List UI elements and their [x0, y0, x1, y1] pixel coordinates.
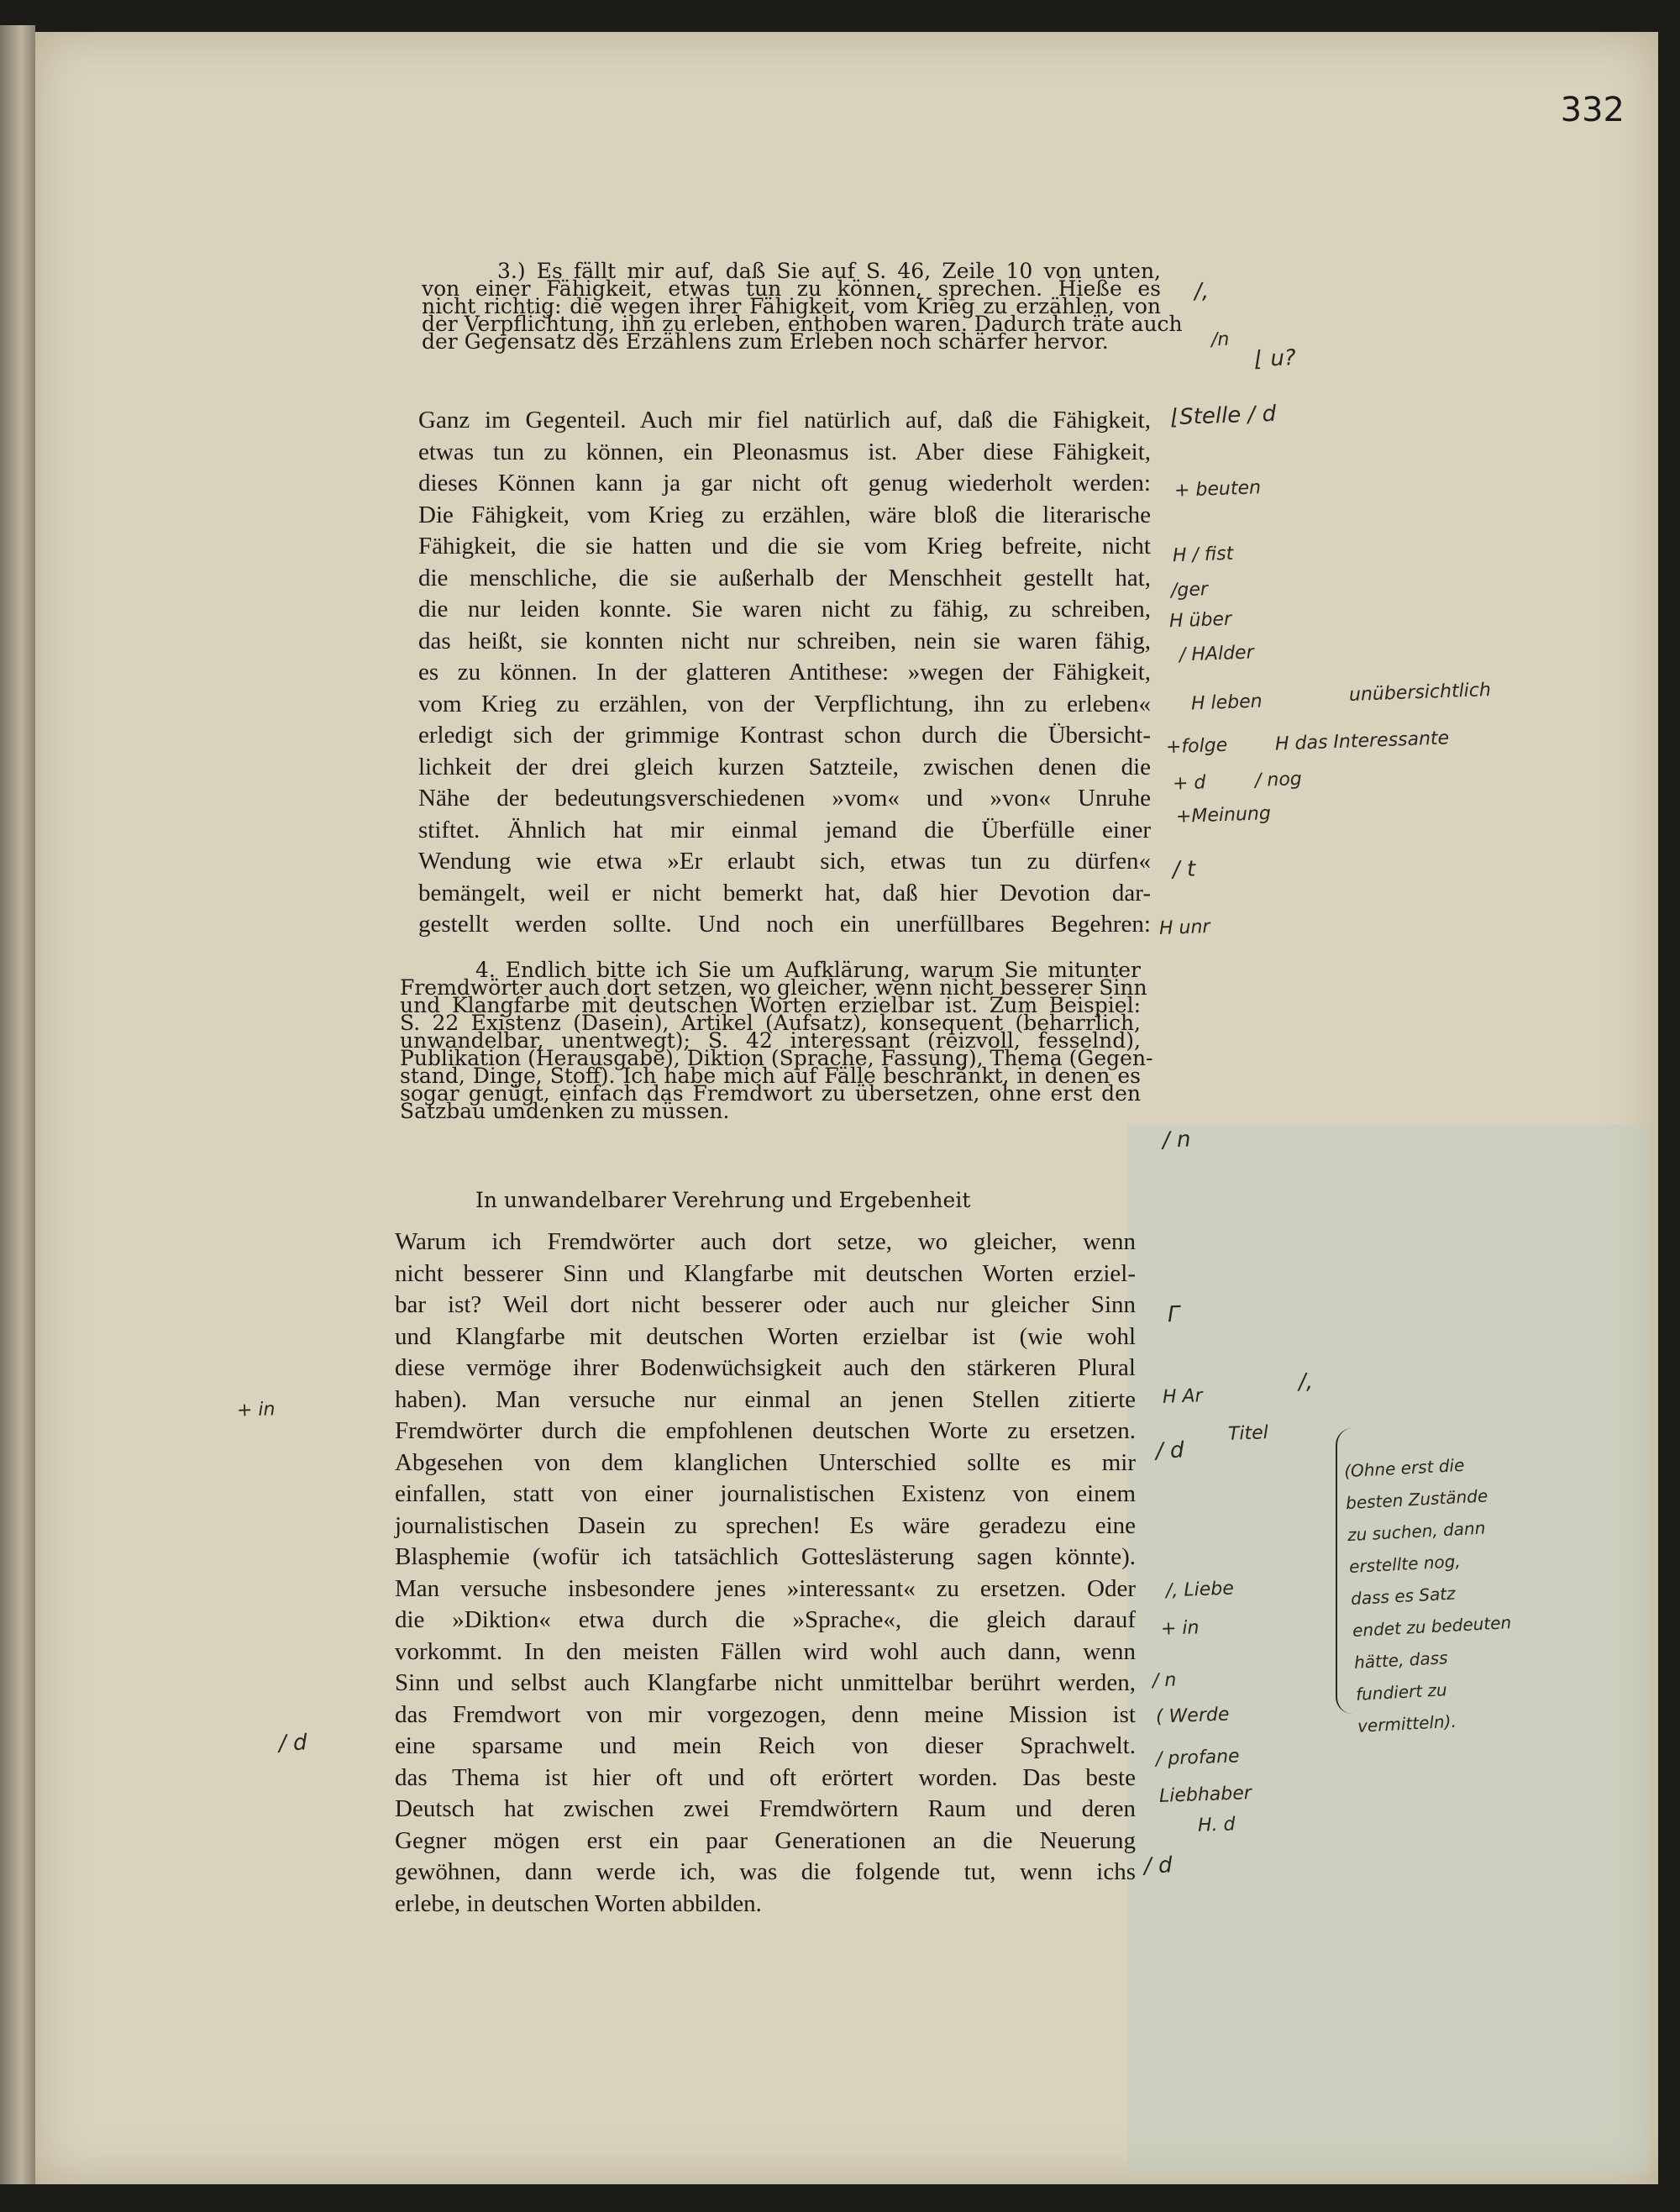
- margin-note: Γ: [1167, 1301, 1181, 1328]
- a4-line: Sinn und selbst auch Klangfarbe nicht unmittelbar berührt werden,: [395, 1669, 1136, 1696]
- right-margin-annotation: [1343, 1445, 1551, 1742]
- margin-note: H Ar: [1162, 1385, 1204, 1408]
- a3-line: gestellt werden sollte. Und noch ein unerfüllbares Begehren:: [418, 911, 1151, 938]
- annotation-line: zu suchen, dann: [1347, 1517, 1486, 1546]
- margin-note: Liebhaber: [1158, 1783, 1252, 1807]
- a4-line: haben). Man versuche nur einmal an jenen Stellen zitierte: [395, 1385, 1136, 1413]
- q3-line: nicht richtig: die wegen ihrer Fähigkeit, vom Krieg zu erzählen, von: [422, 294, 1161, 318]
- a4-line: erlebe, in deutschen Worten abbilden.: [395, 1889, 762, 1917]
- a3-line: Nähe der bedeutungsverschiedenen »vom« und »von« Unruhe: [418, 785, 1151, 812]
- a3-line: erledigt sich der grimmige Kontrast schon durch die Übersicht-: [418, 722, 1151, 749]
- a4-line: und Klangfarbe mit deutschen Worten erzielbar ist (wie wohl: [395, 1322, 1136, 1350]
- margin-note: +folge: [1165, 734, 1228, 759]
- margin-note: / t: [1172, 856, 1196, 883]
- a4-line: vorkommt. In den meisten Fällen wird wohl auch dann, wenn: [395, 1637, 1136, 1665]
- a4-line: eine sparsame und mein Reich von dieser Sprachwelt.: [395, 1732, 1136, 1759]
- q3-line: der Verpflichtung, ihn zu erleben, enthoben waren. Dadurch träte auch: [422, 312, 1183, 336]
- a3-line: etwas tun zu können, ein Pleonasmus ist. Aber diese Fähigkeit,: [418, 438, 1151, 465]
- margin-note: H / fist: [1172, 543, 1234, 567]
- margin-note: + beuten: [1173, 477, 1262, 502]
- margin-note: /,: [1194, 278, 1210, 305]
- annotation-line: dass es Satz: [1350, 1583, 1457, 1610]
- a3-line: es zu können. In der glatteren Antithese: »wegen der Fähigkeit,: [418, 659, 1151, 686]
- a4-line: nicht besserer Sinn und Klangfarbe mit deutschen Worten erziel-: [395, 1259, 1136, 1287]
- annotation-line: endet zu bedeuten: [1352, 1612, 1512, 1641]
- a4-line: Abgesehen von dem klanglichen Unterschied sollte es mir: [395, 1448, 1136, 1476]
- a4-line: Blasphemie (wofür ich tatsächlich Gotteslästerung sagen könnte).: [395, 1543, 1136, 1570]
- margin-note: ⌊Stelle / d: [1170, 401, 1277, 431]
- q4-line: S. 22 Existenz (Dasein), Artikel (Aufsatz), konsequent (beharrlich,: [400, 1011, 1141, 1035]
- margin-note: unübersichtlich: [1348, 680, 1492, 706]
- adjacent-page-edge: [0, 25, 35, 2184]
- margin-note: / d: [1143, 1852, 1173, 1879]
- margin-note: /ger: [1170, 579, 1209, 602]
- a3-line: Die Fähigkeit, vom Krieg zu erzählen, wäre bloß die literarische: [418, 501, 1151, 528]
- annotation-line: besten Zustände: [1345, 1485, 1488, 1514]
- q4-line: unwandelbar, unentwegt); S. 42 interessant (reizvoll, fesselnd),: [400, 1028, 1141, 1053]
- q3-line: der Gegensatz des Erzählens zum Erleben noch schärfer hervor.: [422, 329, 1109, 354]
- margin-note: ( Werde: [1155, 1704, 1230, 1728]
- a4-line: das Thema ist hier oft und oft erörtert worden. Das beste: [395, 1763, 1136, 1791]
- a3-line: die nur leiden konnte. Sie waren nicht zu fähig, zu schreiben,: [418, 596, 1151, 623]
- q4-line: sogar genügt, einfach das Fremdwort zu übersetzen, ohne erst den: [400, 1081, 1141, 1106]
- a4-line: Deutsch hat zwischen zwei Fremdwörtern Raum und deren: [395, 1795, 1136, 1822]
- answer-3-block: [418, 405, 1151, 941]
- q4-line: 4. Endlich bitte ich Sie um Aufklärung, warum Sie mitunter: [475, 958, 1141, 982]
- margin-note: + in: [236, 1399, 276, 1421]
- a3-line: das heißt, sie konnten nicht nur schreiben, nein sie waren fähig,: [418, 627, 1151, 654]
- margin-note: /, Liebe: [1165, 1578, 1235, 1602]
- margin-note: /,: [1298, 1369, 1314, 1395]
- margin-note: / d: [278, 1730, 308, 1757]
- a4-line: Fremdwörter durch die empfohlenen deutschen Worte zu ersetzen.: [395, 1417, 1136, 1444]
- q4-line: stand, Dinge, Stoff). Ich habe mich auf Fälle beschränkt, in denen es: [400, 1064, 1141, 1088]
- a4-line: das Fremdwort von mir vorgezogen, denn meine Mission ist: [395, 1700, 1136, 1728]
- margin-note: H unr: [1158, 916, 1210, 940]
- question-4-block: [400, 958, 1153, 1123]
- answer-4-block: [395, 1227, 1136, 1920]
- margin-note: + in: [1160, 1617, 1200, 1640]
- margin-note: ⌊ u?: [1254, 345, 1297, 372]
- a3-line: Fähigkeit, die sie hatten und die sie vom Krieg befreite, nicht: [418, 533, 1151, 560]
- a3-line: die menschliche, die sie außerhalb der Menschheit gestellt hat,: [418, 564, 1151, 591]
- q3-line: 3.) Es fällt mir auf, daß Sie auf S. 46, Zeile 10 von unten,: [497, 259, 1161, 283]
- a3-line: Wendung wie etwa »Er erlaubt sich, etwas tun zu dürfen«: [418, 848, 1151, 875]
- margin-note: +Meinung: [1175, 803, 1272, 828]
- margin-note: / d: [1155, 1437, 1185, 1464]
- margin-note: H leben: [1190, 691, 1263, 715]
- margin-note: H. d: [1197, 1814, 1236, 1836]
- margin-note: H über: [1168, 608, 1232, 633]
- margin-note: Titel: [1227, 1422, 1269, 1445]
- margin-note: + d: [1172, 772, 1206, 795]
- q4-line: Satzbau umdenken zu müssen.: [400, 1099, 730, 1123]
- a4-line: bar ist? Weil dort nicht besserer oder auch nur gleicher Sinn: [395, 1291, 1136, 1318]
- q4-line: und Klangfarbe mit deutschen Worten erzielbar ist. Zum Beispiel:: [400, 993, 1141, 1017]
- margin-note: / HAlder: [1179, 642, 1255, 666]
- signoff: In unwandelbarer Verehrung und Ergebenheit: [475, 1188, 971, 1212]
- q4-line: Fremdwörter auch dort setzen, wo gleicher, wenn nicht besserer Sinn: [400, 975, 1147, 1000]
- a3-line: vom Krieg zu erzählen, von der Verpflichtung, ihn zu erleben«: [418, 690, 1151, 717]
- a3-line: Ganz im Gegenteil. Auch mir fiel natürlich auf, daß die Fähigkeit,: [418, 407, 1151, 433]
- margin-note: / n: [1162, 1127, 1192, 1153]
- margin-note: /n: [1210, 328, 1230, 351]
- margin-note: H das Interessante: [1274, 728, 1450, 755]
- q4-line: Publikation (Herausgabe), Diktion (Sprache, Fassung), Thema (Gegen-: [400, 1046, 1153, 1070]
- q3-line: von einer Fähigkeit, etwas tun zu können, sprechen. Hieße es: [422, 276, 1161, 301]
- a3-line: bemängelt, weil er nicht bemerkt hat, daß hier Devotion dar-: [418, 879, 1151, 906]
- folio-number: 332: [1560, 91, 1625, 129]
- a4-line: Gegner mögen erst ein paar Generationen an die Neuerung: [395, 1826, 1136, 1854]
- annotation-line: fundiert zu: [1355, 1679, 1448, 1705]
- a4-line: journalistischen Dasein zu sprechen! Es wäre geradezu eine: [395, 1511, 1136, 1539]
- annotation-line: (Ohne erst die: [1343, 1454, 1465, 1482]
- a3-line: dieses Können kann ja gar nicht oft genug wiederholt werden:: [418, 470, 1151, 497]
- question-3-block: [422, 259, 1183, 354]
- annotation-line: erstellte nog,: [1348, 1551, 1462, 1578]
- a4-line: Man versuche insbesondere jenes »interessant« zu ersetzen. Oder: [395, 1574, 1136, 1602]
- a4-line: die »Diktion« etwa durch die »Sprache«, die gleich darauf: [395, 1606, 1136, 1633]
- a4-line: diese vermöge ihrer Bodenwüchsigkeit auch den stärkeren Plural: [395, 1354, 1136, 1381]
- annotation-line: hätte, dass: [1353, 1647, 1449, 1673]
- a3-line: stiftet. Ähnlich hat mir einmal jemand die Überfülle einer: [418, 816, 1151, 843]
- margin-note: / n: [1152, 1669, 1177, 1692]
- margin-note: / profane: [1155, 1746, 1240, 1770]
- a4-line: einfallen, statt von einer journalistischen Existenz von einem: [395, 1480, 1136, 1507]
- a3-line: lichkeit der drei gleich kurzen Satzteile, zwischen denen die: [418, 753, 1151, 780]
- margin-note: / nog: [1254, 769, 1303, 791]
- a4-line: gewöhnen, dann werde ich, was die folgende tut, wenn ichs: [395, 1858, 1136, 1885]
- a4-line: Warum ich Fremdwörter auch dort setze, wo gleicher, wenn: [395, 1228, 1136, 1255]
- annotation-line: vermitteln).: [1357, 1710, 1457, 1736]
